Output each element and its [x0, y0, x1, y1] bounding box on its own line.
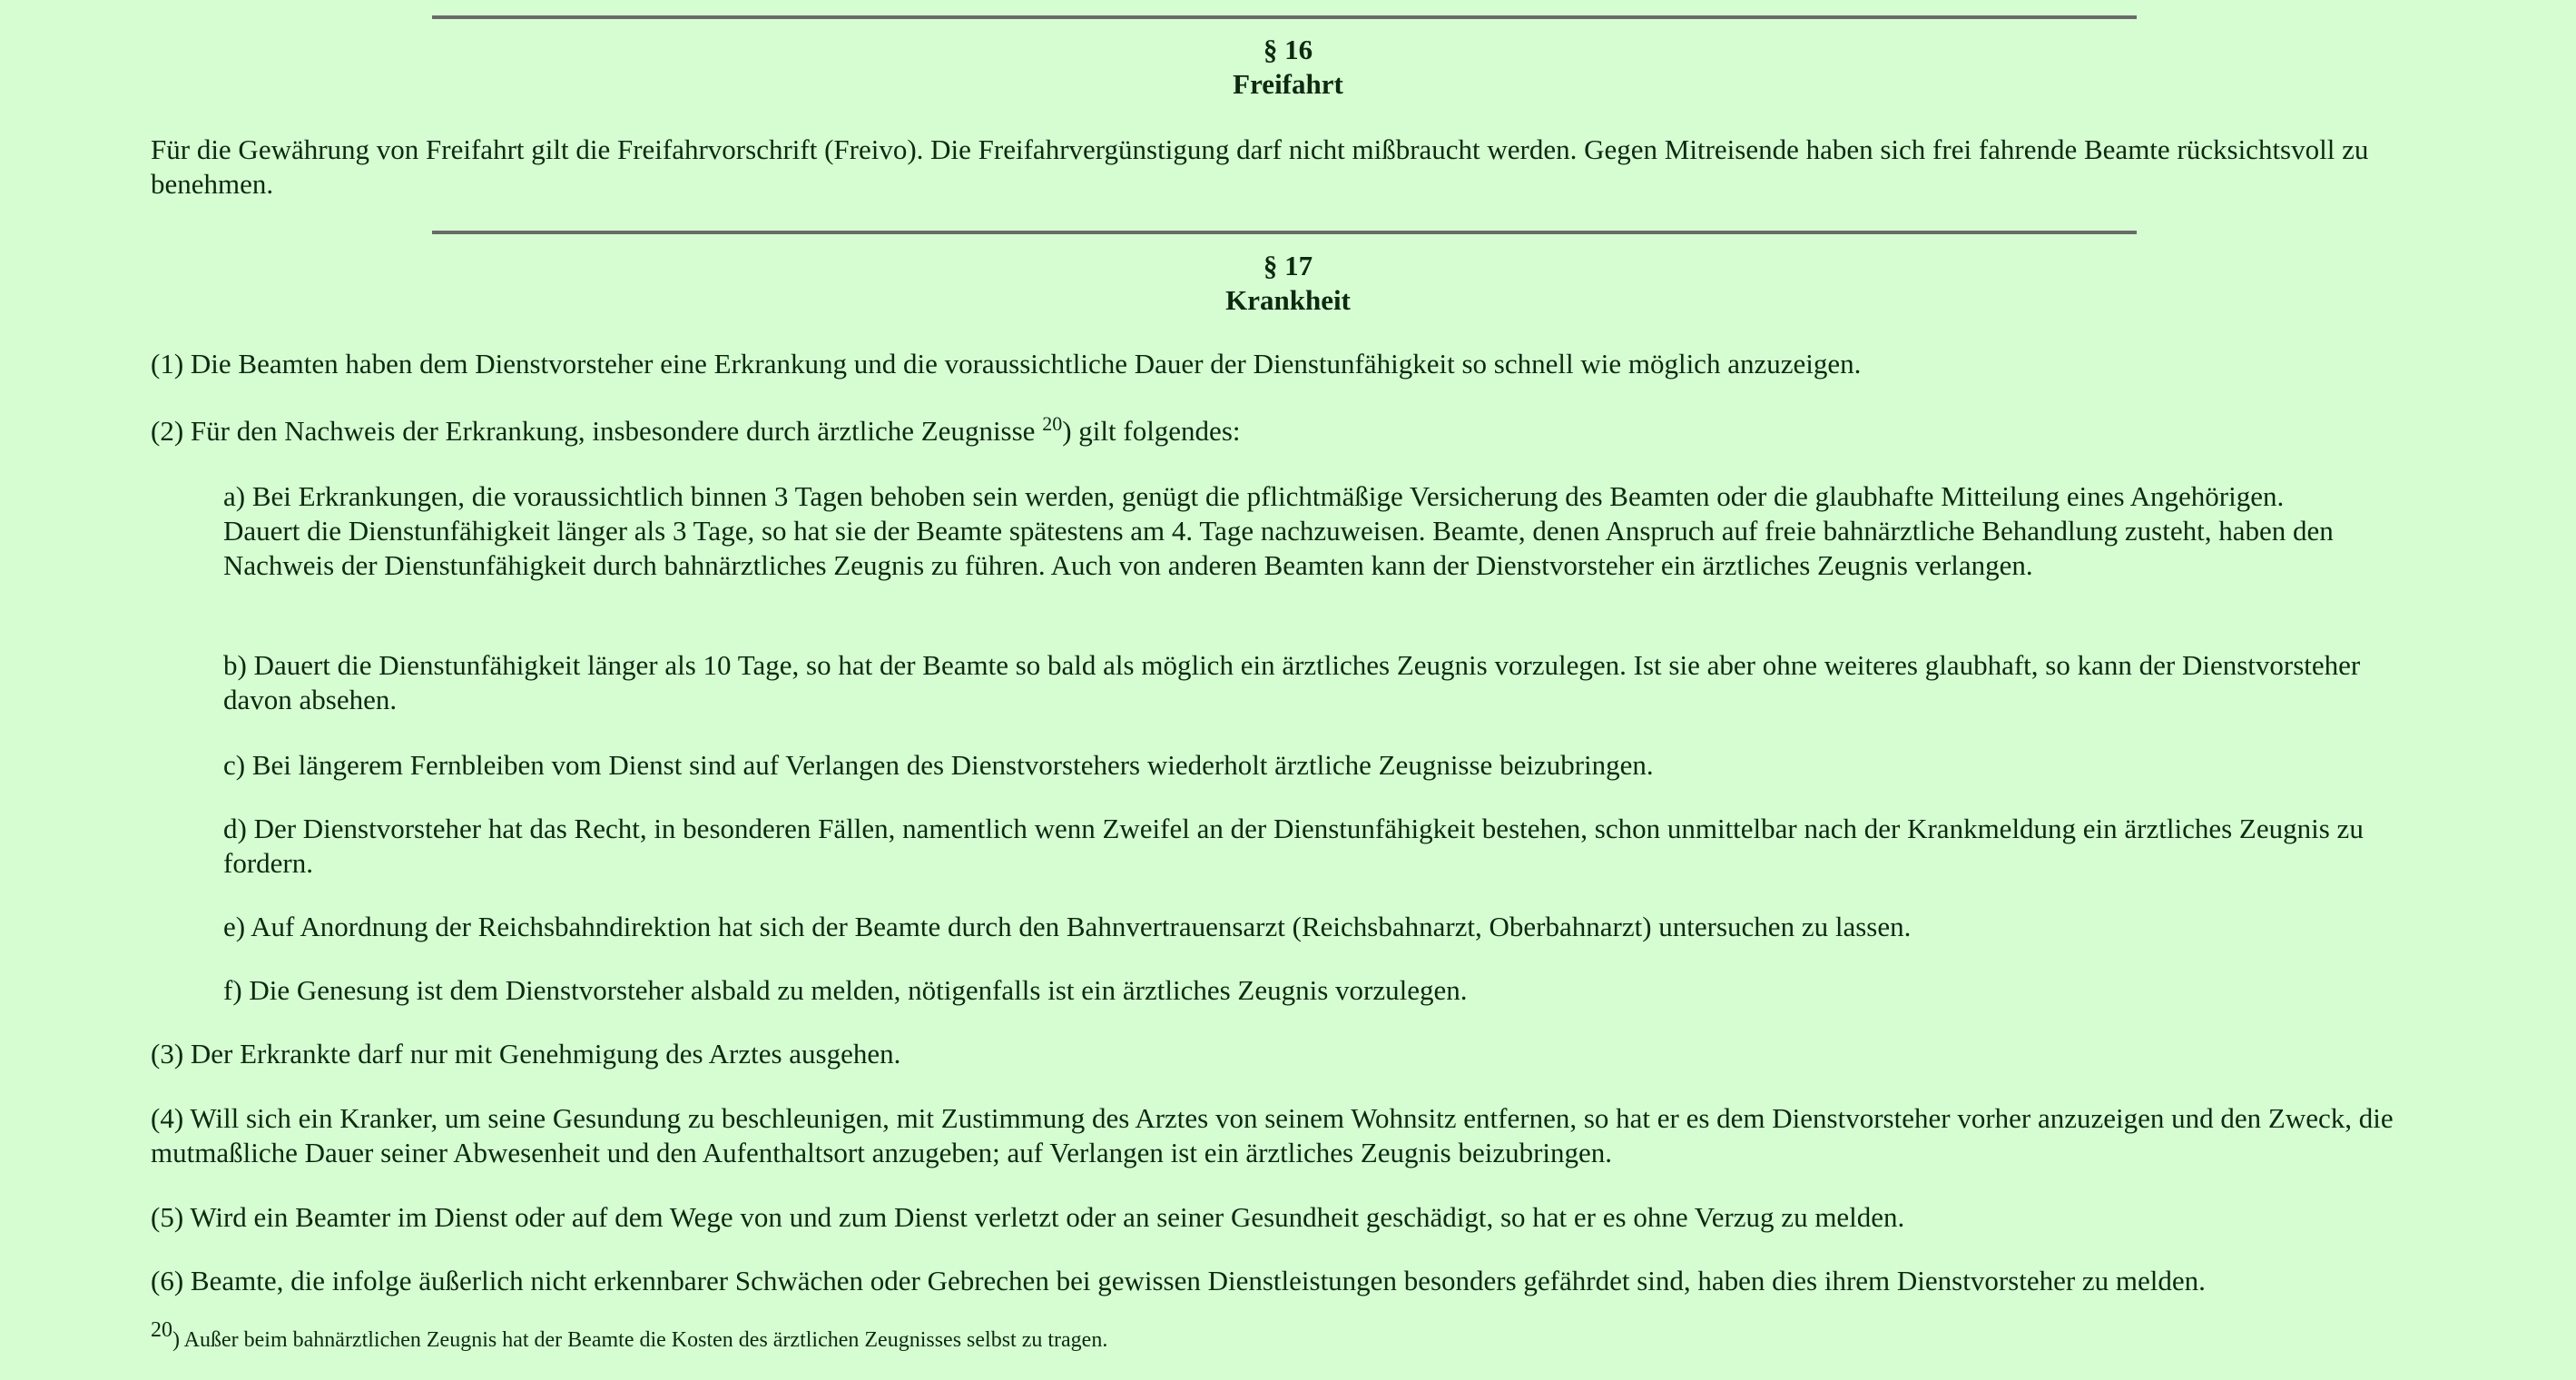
section-17-number: § 17 — [1263, 250, 1313, 281]
item-f: f) Die Genesung ist dem Dienstvorsteher alsbald zu melden, nötigenfalls ist ein ärztliches Zeugnis vorzulegen. — [223, 974, 1468, 1006]
item-b: b) Dauert die Dienstunfähigkeit länger als 10 Tage, so hat der Beamte so bald als möglich ein ärztliches Zeugnis vorzulegen. Ist sie aber ohne weiteres glaubhaft, so kann der Dienstvorsteher davon absehen. — [223, 649, 2361, 715]
paragraph-2 — [151, 414, 2438, 448]
item-a: a) Bei Erkrankungen, die voraussichtlich binnen 3 Tagen behoben sein werden, genügt die pflichtmäßige Versicherung des Beamten oder die glaubhafte Mitteilung eines Angehörigen. Dauert die Dienstunfähigkeit länger als 3 Tage, so hat sie der Beamte spätestens am 4. Tage nachzuweisen. Beamte, denen Anspruch auf freie bahnärztliche Behandlung zusteht, haben den Nachweis der Dienstunfähigkeit durch bahnärztliches Zeugnis zu führen. Auch von anderen Beamten kann der Dienstvorsteher ein ärztliches Zeugnis verlangen. — [223, 480, 2334, 581]
section-16-text: Für die Gewährung von Freifahrt gilt die Freifahrvorschrift (Freivo). Die Freifahrvergünstigung darf nicht mißbraucht werden. Gegen Mitreisende haben sich frei fahrende Beamte rücksichtsvoll zu benehmen. — [151, 133, 2369, 200]
section-divider — [432, 15, 2137, 19]
section-17-title: Krankheit — [1225, 284, 1351, 316]
paragraph-5: (5) Wird ein Beamter im Dienst oder auf dem Wege von und zum Dienst verletzt oder an seiner Gesundheit geschädigt, so hat er es ohne Verzug zu melden. — [151, 1201, 1905, 1233]
footnote-text: ) Außer beim bahnärztlichen Zeugnis hat der Beamte die Kosten des ärztlichen Zeugnisses selbst zu tragen. — [172, 1328, 1108, 1352]
section-16-number: § 16 — [1263, 34, 1313, 65]
footnote-number: 20 — [151, 1318, 172, 1343]
paragraph-6: (6) Beamte, die infolge äußerlich nicht erkennbarer Schwächen oder Gebrechen bei gewissen Dienstleistungen besonders gefährdet sind, haben dies ihrem Dienstvorsteher zu melden. — [151, 1265, 2206, 1296]
paragraph-1: (1) Die Beamten haben dem Dienstvorsteher eine Erkrankung und die voraussichtliche Dauer der Dienstunfähigkeit so schnell wie möglich anzuzeigen. — [151, 348, 1862, 380]
footnote-reference: 20 — [1042, 412, 1063, 435]
paragraph-3: (3) Der Erkrankte darf nur mit Genehmigung des Arztes ausgehen. — [151, 1038, 901, 1070]
item-e: e) Auf Anordnung der Reichsbahndirektion hat sich der Beamte durch den Bahnvertrauensarzt (Reichsbahnarzt, Oberbahnarzt) untersuchen zu lassen. — [223, 911, 1912, 942]
paragraph-2-text: (2) Für den Nachweis der Erkrankung, insbesondere durch ärztliche Zeugnisse — [151, 415, 1043, 447]
paragraph-2-text-end: ) gilt folgendes: — [1062, 415, 1241, 447]
item-d: d) Der Dienstvorsteher hat das Recht, in besonderen Fällen, namentlich wenn Zweifel an der Dienstunfähigkeit bestehen, schon unmittelbar nach der Krankmeldung ein ärztliches Zeugnis zu fordern. — [223, 813, 2364, 879]
paragraph-4: (4) Will sich ein Kranker, um seine Gesundung zu beschleunigen, mit Zustimmung des Arztes von seinem Wohnsitz entfernen, so hat er es dem Dienstvorsteher vorher anzuzeigen und den Zweck, die mutmaßliche Dauer seiner Abwesenheit und den Aufenthaltsort anzugeben; auf Verlangen ist ein ärztliches Zeugnis beizubringen. — [151, 1102, 2394, 1168]
section-divider — [432, 231, 2137, 234]
section-16-title: Freifahrt — [1233, 68, 1343, 100]
item-c: c) Bei längerem Fernbleiben vom Dienst sind auf Verlangen des Dienstvorstehers wiederholt ärztliche Zeugnisse beizubringen. — [223, 749, 1654, 781]
footnote — [151, 1318, 1108, 1356]
